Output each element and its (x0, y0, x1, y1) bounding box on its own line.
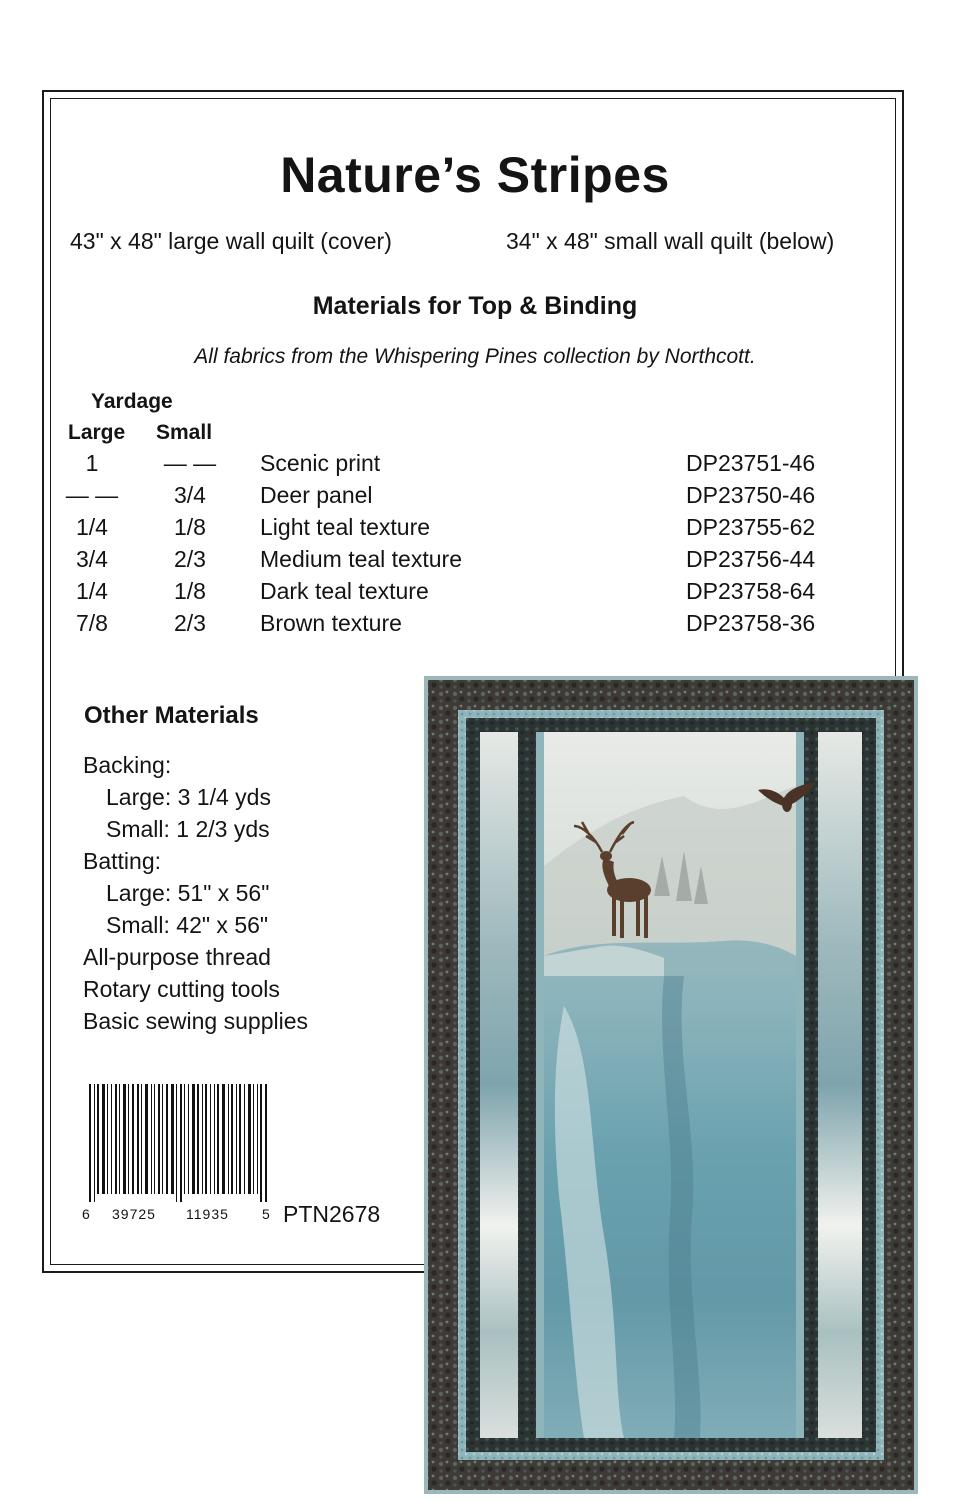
small-yardage: 1/8 (174, 514, 206, 540)
barcode-bar (107, 1084, 108, 1194)
batting-large: Large: 51" x 56" (106, 880, 270, 906)
barcode (89, 1084, 267, 1202)
large-yardage: 1/4 (76, 578, 108, 604)
small-yardage: 3/4 (174, 482, 206, 508)
barcode-bar (171, 1084, 174, 1194)
barcode-bar (214, 1084, 215, 1194)
fabric-code: DP23758-36 (686, 610, 816, 636)
pattern-number: PTN2678 (283, 1201, 381, 1227)
barcode-bar (128, 1084, 129, 1194)
backing-label: Backing: (83, 752, 172, 778)
barcode-bar (217, 1084, 219, 1194)
fabric-name: Light teal texture (260, 514, 431, 540)
barcode-digit-first: 6 (82, 1206, 91, 1222)
barcode-bar (248, 1084, 251, 1194)
quilt-photo (424, 676, 918, 1494)
barcode-bar (188, 1084, 189, 1194)
fabric-name: Medium teal texture (260, 546, 462, 572)
fabric-code: DP23750-46 (686, 482, 816, 508)
barcode-digits-right: 11935 (186, 1206, 229, 1222)
thread-item: All-purpose thread (83, 944, 271, 970)
large-yardage: 1 (85, 450, 99, 476)
small-quilt-size: 34" x 48" small wall quilt (below) (506, 228, 835, 254)
barcode-digit-last: 5 (262, 1206, 271, 1222)
fabric-code: DP23756-44 (686, 546, 816, 572)
barcode-bar (145, 1084, 148, 1194)
fabric-code: DP23758-64 (686, 578, 816, 604)
small-yardage: 1/8 (174, 578, 206, 604)
barcode-bar (162, 1084, 163, 1194)
barcode-bar (236, 1084, 237, 1194)
barcode-bar (151, 1084, 152, 1194)
barcode-bar (184, 1084, 185, 1194)
barcode-bar (166, 1084, 168, 1194)
barcode-bar (202, 1084, 203, 1194)
barcode-bar (141, 1084, 142, 1194)
small-yardage: 2/3 (174, 610, 206, 636)
batting-small: Small: 42" x 56" (106, 912, 269, 938)
fabric-row (0, 546, 964, 578)
fabric-code: DP23751-46 (686, 450, 816, 476)
large-yardage: 7/8 (76, 610, 108, 636)
materials-heading: Materials for Top & Binding (312, 292, 638, 320)
barcode-bar (158, 1084, 160, 1194)
barcode-digits-left: 39725 (112, 1206, 156, 1222)
backing-large: Large: 3 1/4 yds (106, 784, 271, 810)
barcode-bar (244, 1084, 245, 1194)
large-quilt-size: 43" x 48" large wall quilt (cover) (70, 228, 392, 254)
barcode-bar (265, 1084, 267, 1202)
barcode-bar (192, 1084, 195, 1194)
barcode-bar (102, 1084, 105, 1194)
fabric-row (0, 578, 964, 610)
barcode-bar (119, 1084, 120, 1194)
collection-note: All fabrics from the Whispering Pines collection by Northcott. (194, 345, 756, 368)
barcode-bar (197, 1084, 199, 1194)
large-yardage: — — (65, 482, 119, 508)
barcode-bar (205, 1084, 207, 1194)
barcode-bar (260, 1084, 262, 1202)
fabric-name: Scenic print (260, 450, 381, 476)
barcode-bar (239, 1084, 241, 1194)
small-column-heading: Small (156, 421, 213, 444)
yardage-heading: Yardage (91, 390, 173, 413)
barcode-bar (115, 1084, 117, 1194)
small-yardage: 2/3 (174, 546, 206, 572)
barcode-bar (94, 1084, 95, 1202)
cutting-tools-item: Rotary cutting tools (83, 976, 280, 1002)
other-materials-heading: Other Materials (84, 702, 259, 729)
small-yardage: — — (163, 450, 217, 476)
fabric-name: Brown texture (260, 610, 402, 636)
barcode-bar (154, 1084, 155, 1194)
page-title: Nature’s Stripes (280, 147, 670, 203)
barcode-bar (176, 1084, 177, 1202)
fabric-row (0, 450, 964, 482)
barcode-bar (222, 1084, 225, 1194)
barcode-bar (89, 1084, 91, 1202)
barcode-bar (210, 1084, 211, 1194)
fabric-name: Dark teal texture (260, 578, 429, 604)
barcode-bar (132, 1084, 134, 1194)
backing-small: Small: 1 2/3 yds (106, 816, 270, 842)
fabric-row (0, 482, 964, 514)
large-yardage: 3/4 (76, 546, 108, 572)
barcode-bar (231, 1084, 233, 1194)
fabric-name: Deer panel (260, 482, 373, 508)
barcode-bar (180, 1084, 182, 1202)
large-column-heading: Large (68, 421, 126, 444)
barcode-bar (137, 1084, 139, 1194)
fabric-row (0, 610, 964, 642)
barcode-bar (97, 1084, 99, 1194)
fabric-code: DP23755-62 (686, 514, 816, 540)
sewing-supplies-item: Basic sewing supplies (83, 1008, 309, 1034)
batting-label: Batting: (83, 848, 161, 874)
fabric-row (0, 514, 964, 546)
barcode-bar (253, 1084, 254, 1194)
barcode-bar (228, 1084, 229, 1194)
large-yardage: 1/4 (76, 514, 108, 540)
barcode-bar (257, 1084, 258, 1194)
barcode-bar (123, 1084, 126, 1194)
barcode-bar (111, 1084, 112, 1194)
